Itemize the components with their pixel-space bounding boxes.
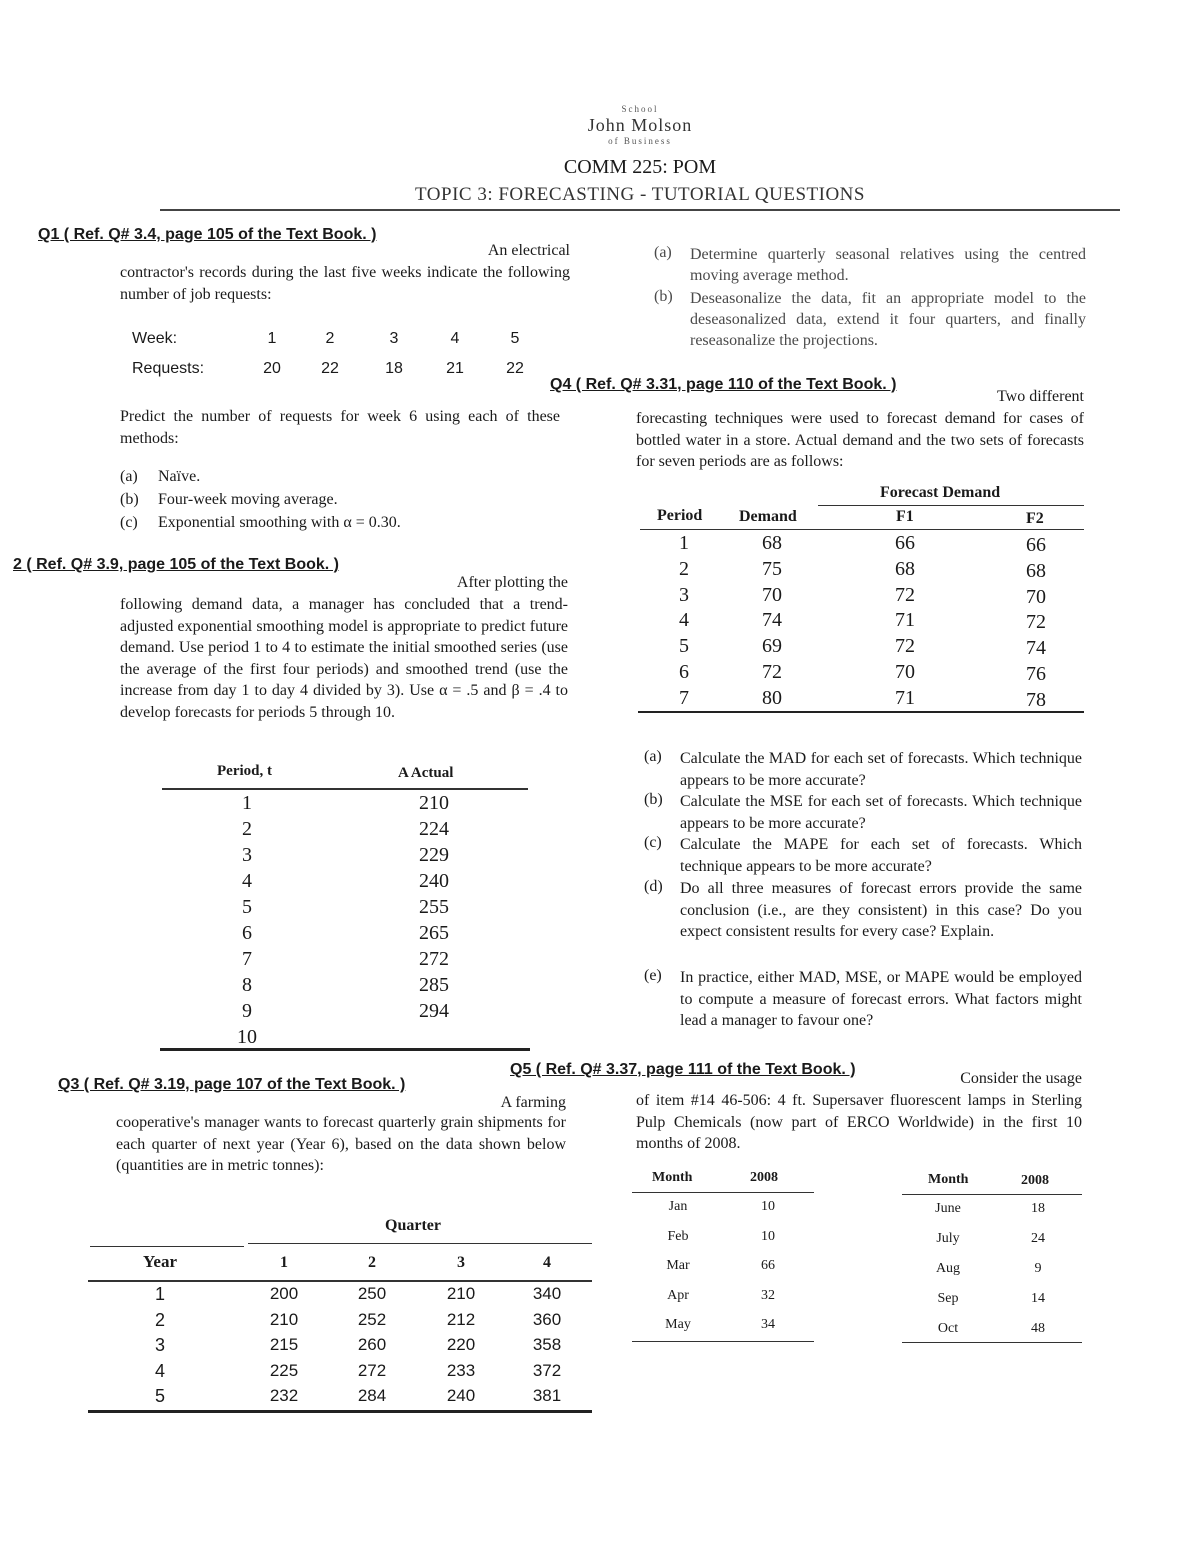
q2-period-cell: 6 (242, 922, 252, 944)
q1-request-value: 22 (506, 360, 524, 377)
q5-right-rule-top (902, 1194, 1082, 1195)
q3-value-cell: 232 (269, 1386, 299, 1405)
q2-period-cell: 5 (242, 896, 252, 918)
q3-quarter-rule (248, 1243, 592, 1244)
q2-reference: 2 ( Ref. Q# 3.9, page 105 of the Text Book. ) (13, 556, 340, 573)
q5-value-cell: 24 (1031, 1231, 1045, 1246)
q2-actual-cell: 240 (419, 870, 449, 892)
q5-month-cell: May (665, 1317, 691, 1332)
q2-table-rule-top (162, 788, 528, 790)
q2-period-cell: 2 (242, 818, 252, 840)
q4-part-text: Calculate the MAD for each set of forecasts. Which technique appears to be more accurate? (680, 750, 1082, 789)
q1-week-value: 3 (389, 330, 399, 347)
q4-part-text: Do all three measures of forecast errors provide the same conclusion (i.e., are they consistent) in this case? Do you expect consistent results for every case? Explain. (680, 880, 1082, 940)
q1-text: contractor's records during the last five weeks indicate the following number of job requests: (120, 264, 570, 303)
q4-period-cell: 1 (679, 532, 689, 554)
q2-col-actual: A Actual (398, 765, 454, 781)
q4-text: forecasting techniques were used to forecast demand for cases of bottled water in a store. Actual demand and the two sets of forecasts for seven periods are as follows: (636, 410, 1084, 470)
q2-actual-cell: 229 (419, 844, 449, 866)
q5-lead-text: Consider the usage (960, 1070, 1082, 1087)
q1-lead-text: An electrical (487, 242, 570, 259)
q5-month-cell: Sep (937, 1291, 959, 1306)
topic-title: TOPIC 3: FORECASTING - TUTORIAL QUESTIONS (415, 184, 865, 205)
q4-f2-cell: 74 (1026, 637, 1046, 660)
q3-value-cell: 210 (446, 1284, 476, 1303)
q4-f1-cell: 72 (895, 635, 915, 658)
q2-actual-cell: 210 (419, 792, 449, 814)
q5-month-cell: Jan (668, 1199, 688, 1214)
q1-week-value: 2 (325, 330, 335, 347)
q5-month-cell: June (935, 1201, 961, 1216)
q3-value-cell: 240 (446, 1386, 476, 1405)
q4-lead-text: Two different (997, 388, 1084, 405)
q3-lead (120, 1092, 566, 1114)
q1-part-text: Four-week moving average. (158, 491, 338, 508)
q3-part-text: Determine quarterly seasonal relatives using the centred moving average method. (690, 246, 1086, 284)
q4-demand-cell: 74 (762, 609, 782, 632)
q5-value-cell: 66 (761, 1258, 775, 1273)
q3-value-cell: 252 (357, 1309, 387, 1329)
q3-value-cell: 381 (532, 1386, 562, 1405)
q4-reference: Q4 ( Ref. Q# 3.31, page 110 of the Text Book. ) (550, 376, 897, 393)
school-logo (540, 104, 740, 146)
q5-value-cell: 10 (761, 1228, 775, 1244)
q4-col-f2: F2 (1026, 510, 1044, 527)
q3-year-rule (90, 1246, 244, 1247)
q3-value-cell: 212 (446, 1309, 476, 1329)
q5-value-cell: 34 (761, 1317, 775, 1332)
q4-part-text: Calculate the MSE for each set of forecasts. Which technique appears to be more accurate? (680, 793, 1082, 832)
q1-part-text: Naïve. (158, 468, 201, 485)
q3-year-cell: 4 (154, 1360, 165, 1381)
q3-year-cell: 5 (154, 1386, 165, 1406)
q2-period-cell: 9 (242, 1000, 252, 1022)
q3-quarter-label: Quarter (385, 1217, 441, 1234)
q4-part-text: Calculate the MAPE for each set of forecasts. Which technique appears to be more accurate? (680, 836, 1082, 875)
q4-part-label: (a) (644, 748, 662, 765)
q3-reference: Q3 ( Ref. Q# 3.19, page 107 of the Text Book. ) (58, 1076, 406, 1093)
q4-period-cell: 4 (679, 609, 689, 632)
q4-col-period: Period (657, 507, 703, 524)
q1-part-label: (c) (120, 514, 138, 531)
q3-text: cooperative's manager wants to forecast quarterly grain shipments for each quarter of next year (Year 6), based on the data shown below (quantities are in metric tonnes): (116, 1114, 566, 1174)
q3-value-cell: 272 (357, 1360, 387, 1380)
q4-demand-cell: 70 (762, 583, 782, 606)
logo-name: John Molson (587, 115, 693, 135)
q5-month-cell: Apr (667, 1287, 689, 1303)
q3-table-rule-top (88, 1280, 592, 1282)
q1-predict: Predict the number of requests for week 6 using each of these methods: (120, 408, 560, 447)
q4-f2-cell: 68 (1026, 559, 1046, 582)
q3-value-cell: 340 (532, 1284, 562, 1303)
q3-value-cell: 358 (532, 1335, 562, 1354)
q1-week-value: 5 (510, 330, 520, 347)
q4-f1-cell: 71 (895, 609, 915, 632)
q1-week-value: 4 (450, 330, 460, 347)
q4-demand-cell: 69 (762, 635, 782, 658)
q2-lead-text: After plotting the (456, 574, 568, 591)
course-title: COMM 225: POM (563, 156, 717, 178)
q5-left-col-month: Month (652, 1170, 693, 1185)
q3-year-label: Year (143, 1252, 177, 1271)
q4-period-cell: 3 (679, 583, 689, 606)
q4-part-label: (e) (644, 967, 662, 984)
q3-value-cell: 260 (357, 1335, 387, 1354)
q5-lead (636, 1068, 1082, 1090)
q3-part-text: Deseasonalize the data, fit an appropriate model to the deseasonalized data, extend it four quarters, and finally reseasonalize the projections. (690, 290, 1086, 349)
q4-f2-cell: 66 (1026, 534, 1046, 556)
q5-month-cell: Feb (667, 1228, 689, 1244)
q1-request-value: 21 (446, 360, 464, 377)
logo-small-top: School (621, 104, 659, 114)
q4-col-demand: Demand (739, 508, 797, 525)
q4-part-label: (c) (644, 834, 662, 851)
q3-value-cell: 233 (446, 1360, 476, 1380)
q4-demand-cell: 75 (762, 557, 782, 580)
q4-f1-cell: 70 (895, 661, 915, 683)
q2-text: following demand data, a manager has concluded that a trend-adjusted exponential smoothing model is appropriate to predict future demand. Use period 1 to 4 to estimate the initial smoothed series (use the average of the first four periods) and smoothed trend (use the increase from day 1 to day 4 divided by 3). Use α = .5 and β = .4 to develop forecasts for periods 5 through 10. (120, 596, 568, 721)
q5-month-cell: Aug (935, 1261, 961, 1276)
q1-part-label: (a) (120, 468, 138, 485)
q4-period-cell: 5 (679, 635, 689, 658)
q3-value-cell: 210 (269, 1309, 299, 1329)
q3-year-cell: 1 (154, 1284, 165, 1304)
q5-value-cell: 32 (761, 1287, 775, 1303)
q3-lead-text: A farming (500, 1094, 566, 1111)
q2-actual-cell: 294 (419, 1000, 449, 1022)
q4-part-label: (d) (644, 878, 663, 895)
q3-value-cell: 220 (446, 1335, 476, 1354)
q1-requests-label: Requests: (132, 360, 205, 377)
q3-quarter-header: 4 (543, 1254, 551, 1271)
q5-left-rule-top (632, 1192, 814, 1193)
q5-left-rule-bottom (632, 1341, 814, 1342)
q4-demand-cell: 80 (762, 686, 782, 709)
q1-request-value: 20 (263, 360, 281, 377)
q2-period-cell: 8 (242, 974, 252, 996)
q4-period-cell: 7 (679, 686, 689, 709)
q3-quarter-header: 3 (457, 1254, 465, 1271)
q4-col-f1: F1 (896, 508, 914, 525)
q3-value-cell: 215 (269, 1335, 299, 1354)
q4-demand-cell: 72 (762, 661, 782, 683)
q1-request-value: 18 (385, 360, 403, 377)
q5-left-col-year: 2008 (750, 1170, 778, 1185)
q4-part-label: (b) (644, 791, 663, 808)
q5-month-cell: Mar (666, 1258, 690, 1273)
q1-week-value: 1 (267, 330, 277, 347)
q3-quarter-header: 2 (368, 1254, 376, 1271)
q3-value-cell: 372 (532, 1360, 562, 1380)
q4-group-header: Forecast Demand (880, 484, 1001, 501)
q2-lead (120, 572, 568, 594)
q2-period-cell: 7 (242, 948, 252, 970)
q3-part-label: (a) (654, 244, 672, 261)
q3-quarter-header: 1 (280, 1254, 288, 1271)
q3-part-label: (b) (654, 288, 673, 305)
q4-group-rule (818, 505, 1084, 506)
q5-value-cell: 14 (1031, 1291, 1045, 1306)
header-divider (160, 209, 1120, 211)
q2-table-rule-bottom (160, 1048, 530, 1051)
q5-reference: Q5 ( Ref. Q# 3.37, page 111 of the Text Book. ) (510, 1061, 856, 1078)
q3-year-cell: 3 (154, 1335, 165, 1355)
q4-f2-cell: 72 (1026, 611, 1046, 634)
q2-col-period: Period, t (217, 763, 272, 779)
q5-value-cell: 48 (1031, 1321, 1045, 1336)
q3-value-cell: 284 (357, 1386, 387, 1405)
q5-month-cell: July (936, 1231, 960, 1246)
q5-value-cell: 10 (761, 1199, 775, 1214)
q3-year-cell: 2 (154, 1309, 165, 1330)
q3-table-rule-bottom (88, 1410, 592, 1413)
q2-actual-cell: 224 (419, 818, 449, 840)
q4-f1-cell: 68 (895, 557, 915, 580)
q3-value-cell: 250 (357, 1284, 387, 1303)
q1-request-value: 22 (321, 360, 339, 377)
q5-right-rule-bottom (902, 1342, 1082, 1343)
q2-actual-cell: 265 (419, 922, 449, 944)
q5-right-col-year: 2008 (1021, 1173, 1049, 1188)
q3-value-cell: 360 (532, 1309, 562, 1329)
q3-value-cell: 200 (269, 1284, 299, 1303)
q4-table-rule-bottom (638, 711, 1084, 713)
logo-small-bottom: of Business (608, 136, 672, 146)
q4-f2-cell: 70 (1026, 585, 1046, 608)
q1-reference: Q1 ( Ref. Q# 3.4, page 105 of the Text Book. ) (38, 226, 377, 243)
q4-f2-cell: 78 (1026, 688, 1046, 711)
q2-period-cell: 3 (242, 844, 252, 866)
q4-f1-cell: 71 (895, 686, 915, 709)
q1-week-label: Week: (132, 330, 178, 347)
q1-lead (120, 240, 570, 262)
q4-part-text: In practice, either MAD, MSE, or MAPE would be employed to compute a measure of forecast errors. What factors might lead a manager to favour one? (680, 969, 1082, 1029)
q4-lead (636, 386, 1084, 408)
q2-actual-cell: 255 (419, 896, 449, 918)
q4-f1-cell: 72 (895, 583, 915, 606)
q1-part-label: (b) (120, 491, 139, 508)
q1-part-text: Exponential smoothing with α = 0.30. (158, 514, 401, 531)
q5-value-cell: 18 (1031, 1201, 1045, 1216)
q3-value-cell: 225 (269, 1360, 299, 1380)
q4-f2-cell: 76 (1026, 663, 1046, 685)
q2-period-cell: 4 (242, 870, 252, 892)
q5-right-col-month: Month (928, 1172, 969, 1187)
q2-actual-cell: 285 (419, 974, 449, 996)
q2-period-cell: 1 (242, 792, 252, 814)
q4-demand-cell: 68 (762, 532, 782, 554)
q4-f1-cell: 66 (895, 532, 915, 554)
q4-period-cell: 6 (679, 661, 689, 683)
q2-actual-cell: 272 (419, 948, 449, 970)
q5-month-cell: Oct (937, 1321, 959, 1336)
q5-value-cell: 9 (1034, 1261, 1042, 1276)
q2-period-cell: 10 (237, 1026, 257, 1048)
q4-table-rule-top (640, 529, 1084, 530)
q4-period-cell: 2 (679, 557, 689, 580)
q5-text: of item #14 46-506: 4 ft. Supersaver fluorescent lamps in Sterling Pulp Chemicals (now part of ERCO Worldwide) in the first 10 months of 2008. (636, 1092, 1082, 1152)
